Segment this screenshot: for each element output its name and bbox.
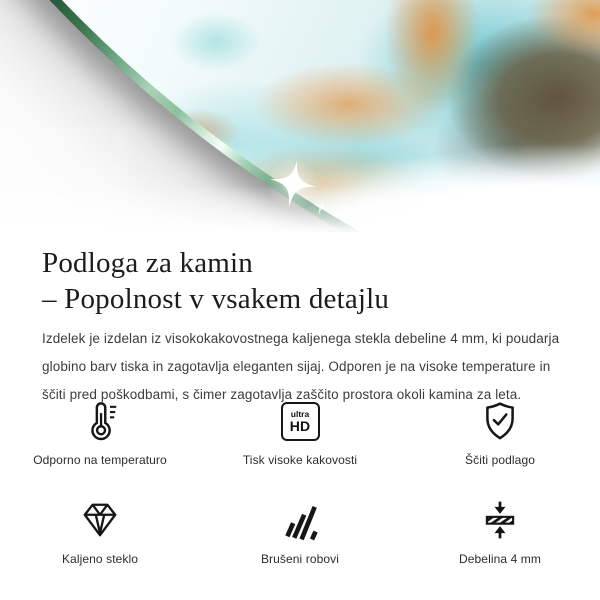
feature-label: Kaljeno steklo — [61, 552, 139, 566]
diamond-icon — [79, 499, 121, 541]
feature-label: Odporno na temperaturo — [33, 453, 167, 467]
product-image — [0, 0, 600, 232]
feature-print-quality — [200, 398, 400, 467]
feature-label: Debelina 4 mm — [458, 552, 541, 566]
feature-tempered-glass — [0, 497, 200, 566]
thermometer-icon — [79, 400, 121, 442]
feature-label: Ščiti podlago — [464, 453, 535, 467]
beveled-edges-icon — [279, 499, 321, 541]
title-line-2: – Popolnost v vsakem detajlu — [42, 283, 390, 316]
shield-check-icon — [479, 400, 521, 442]
feature-label: Brušeni robovi — [260, 552, 340, 566]
feature-protects — [400, 398, 600, 467]
title-line-1: Podloga za kamin — [42, 247, 253, 280]
thickness-icon — [479, 499, 521, 541]
product-description: Izdelek je izdelan iz visokokakovostnega kaljenega stekla debeline 4 mm, ki poudarja globino barv tiska in zagotavlja eleganten sijaj. Odporen je na visoke temperature in ščiti pred poškodbami, s čimer zagotavlja zaščito prostora okoli kamina za leta. — [42, 330, 560, 402]
feature-label: Tisk visoke kakovosti — [242, 453, 358, 467]
features-grid — [0, 398, 600, 566]
feature-thickness — [400, 497, 600, 566]
page-title — [42, 245, 389, 317]
feature-temperature — [0, 398, 200, 467]
ultra-hd-icon: ultra HD — [281, 402, 320, 441]
feature-polished-edges — [200, 497, 400, 566]
